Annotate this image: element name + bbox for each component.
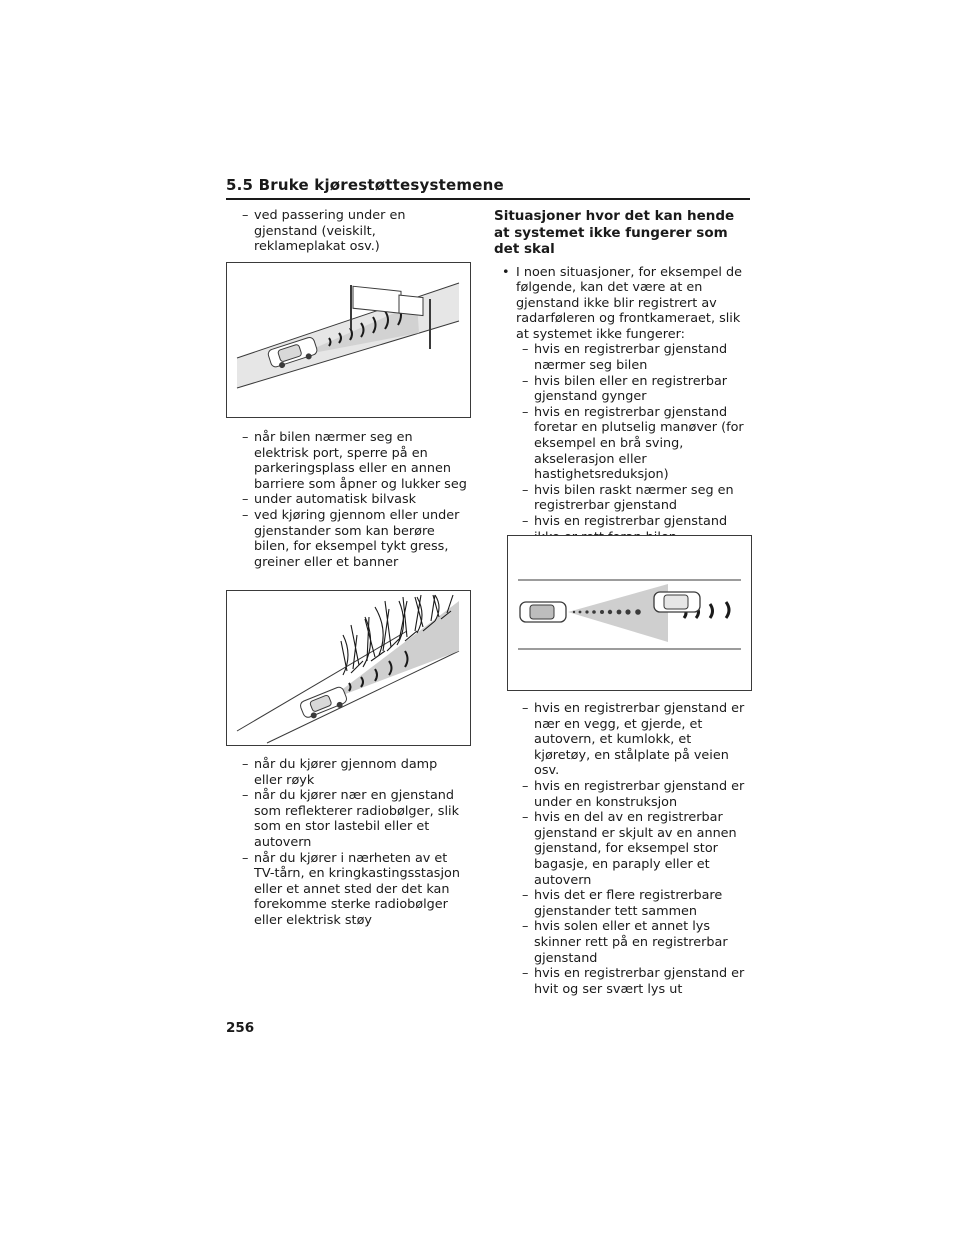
list-item: – hvis en registrerbar gjenstand [494,514,750,545]
right-column [494,208,750,545]
list-item: – under automatisk bilvask [232,492,468,508]
left-list-2 [232,430,468,570]
overhead-sign-illustration [227,263,470,417]
list-item: – hvis en del av en registrerbar gjenstand er skjult av en annen gjenstand, for eksempel stor bagasje, en paraply eller et autovern [494,810,750,888]
list-item: – hvis bilen eller en registrerbar gjenstand gynger [494,374,750,405]
own-car [520,602,566,622]
page-number: 256 [226,1020,255,1036]
offset-vehicle-illustration [508,536,751,690]
figure-offset-vehicle [507,535,752,691]
left-column [232,208,468,255]
right-list-2 [494,701,750,997]
section-header: 5.5 Bruke kjørestøttesystemene [226,176,504,194]
figure-tall-grass [226,590,471,746]
list-item: – hvis bilen raskt nærmer seg en registrerbar gjenstand [494,483,750,514]
list-item: – ved kjøring gjennom eller under gjenstander som kan berøre bilen, for eksempel tykt gress, greiner eller et banner [232,508,468,570]
list-item: – ved passering under en gjenstand (veiskilt, reklameplakat osv.) [232,208,468,255]
list-item: – når bilen nærmer seg en elektrisk port, sperre på en parkeringsplass eller en annen barriere som åpner og lukker seg [232,430,468,492]
header-rule [226,198,750,200]
list-item: – når du kjører nær en gjenstand som reflekterer radiobølger, slik som en stor lastebil eller et autovern [232,788,468,850]
left-list-3 [232,757,468,929]
list-item: – når du kjører i nærheten av et TV-tårn, en kringkastingsstasjon eller et annet sted der det kan forekomme sterke radiobølger eller elektrisk støy [232,851,468,929]
list-item: – hvis en registrerbar gjenstand er under en konstruksjon [494,779,750,810]
list-item: – hvis solen eller et annet lys skinner rett på en registrerbar gjenstand [494,919,750,966]
list-item: – når du kjører gjennom damp eller røyk [232,757,468,788]
list-item: – hvis det er flere registrerbare gjenstander tett sammen [494,888,750,919]
list-item: – hvis en registrerbar gjenstand er hvit og ser svært lys ut [494,966,750,997]
bullet-item: • I noen situasjoner, for eksempel de følgende, kan det være at en gjenstand ikke blir registrert av radarføleren og frontkameraet, slik at systemet ikke fungerer: [494,265,750,343]
figure-overhead-sign [226,262,471,418]
tall-grass-illustration [227,591,470,745]
section-heading: Situasjoner hvor det kan hende at systemet ikke fungerer som det skal [494,208,735,257]
list-item: – hvis en registrerbar gjenstand foretar en plutselig manøver (for eksempel en brå sving, akselerasjon eller hastighetsreduksjon) [494,405,750,483]
target-car [654,592,700,612]
list-item: – hvis en registrerbar gjenstand er nær en vegg, et gjerde, et autovern, et kumlokk, et kjøretøy, en stålplate på veien osv. [494,701,750,779]
list-item: – hvis en registrerbar gjenstand nærmer seg bilen [494,342,750,373]
